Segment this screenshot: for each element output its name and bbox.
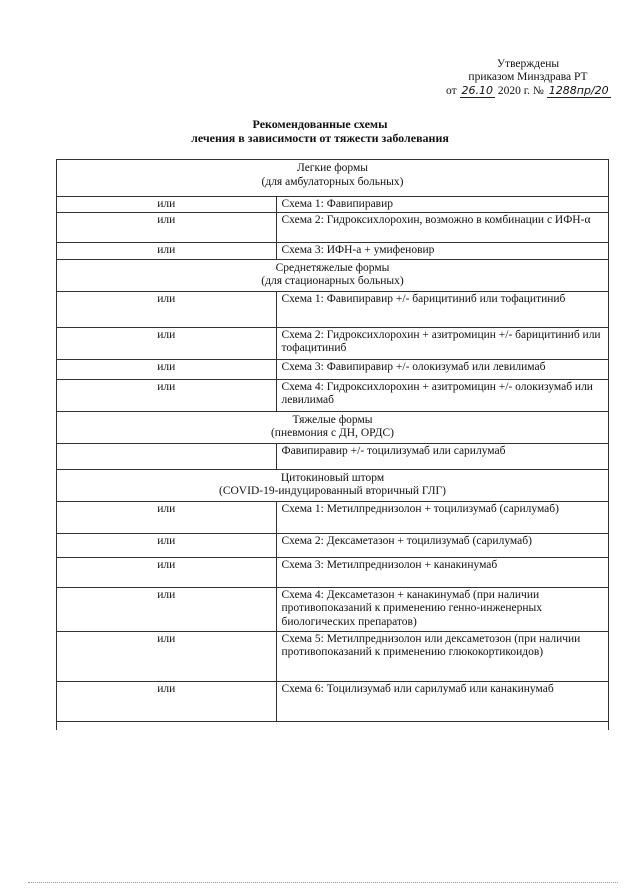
approval-prefix: от [446,85,457,97]
row-connector [57,443,276,469]
section-header [57,160,608,196]
row-scheme: Схема 2: Дексаметазон + тоцилизумаб (сарилумаб) [276,533,608,557]
table-row [57,533,608,557]
row-connector: или [57,291,276,327]
row-connector: или [57,681,276,721]
page-bottom-edge [28,882,618,883]
row-scheme: Схема 1: Фавипиравир [276,196,608,213]
table-row [57,631,608,681]
row-scheme: Схема 4: Дексаметазон + канакинумаб (при наличии противопоказаний к применению генно-инженерных биологических препаратов) [276,587,608,631]
row-connector: или [57,379,276,411]
section-title: Среднетяжелые формы [275,261,390,274]
row-connector: или [57,359,276,379]
table-row [57,291,608,327]
row-scheme: Схема 3: Метилпреднизолон + канакинумаб [276,557,608,587]
row-scheme: Фавипиравир +/- тоцилизумаб или сарилумаб [276,443,608,469]
section-header [57,469,608,501]
row-scheme: Схема 2: Гидроксихлорохин, возможно в комбинации с ИФН-α [276,213,608,243]
section-title: Тяжелые формы [292,413,373,426]
approval-year: 2020 г. № [497,85,544,97]
section-header [57,259,608,291]
section-title: Легкие формы [296,162,369,174]
row-scheme: Схема 6: Тоцилизумаб или сарилумаб или канакинумаб [276,681,608,721]
row-scheme: Схема 3: ИФН-а + умифеновир [276,243,608,260]
section-title: Цитокиновый шторм [280,471,385,484]
table-row [57,196,608,213]
table-row [57,327,608,359]
table-row [57,587,608,631]
document-title [0,117,640,145]
row-connector: или [57,501,276,533]
schemes-table-frame [56,159,609,730]
section-subtitle: (пневмония с ДН, ОРДС) [270,427,395,439]
section-subtitle: (COVID-19-индуцированный вторичный ГЛГ) [219,485,446,497]
table-row [57,379,608,411]
table-row [57,681,608,721]
row-connector: или [57,533,276,557]
approval-block [448,58,608,98]
table-row [57,443,608,469]
approval-number: 1288пр/20 [548,84,609,97]
row-connector: или [57,631,276,681]
table-row [57,557,608,587]
section-subtitle: (для амбулаторных больных) [261,175,404,188]
row-scheme: Схема 2: Гидроксихлорохин + азитромицин +/- барицитиниб или тофацитиниб [276,327,608,359]
schemes-table [57,160,608,722]
row-connector: или [57,196,276,213]
approval-line2: приказом Минздрава РТ [468,71,588,83]
table-row [57,501,608,533]
row-connector: или [57,557,276,587]
row-connector: или [57,587,276,631]
row-connector: или [57,327,276,359]
row-scheme: Схема 4: Гидроксихлорохин + азитромицин +/- олокизумаб или левилимаб [276,379,608,411]
section-header [57,411,608,443]
section-subtitle: (для стационарных больных) [261,275,404,287]
table-row [57,213,608,243]
row-connector: или [57,213,276,243]
table-row [57,359,608,379]
approval-line1: Утверждены [496,58,560,70]
row-scheme: Схема 1: Метилпреднизолон + тоцилизумаб (сарилумаб) [276,501,608,533]
row-connector: или [57,243,276,260]
title-line1: Рекомендованные схемы [252,117,388,131]
approval-line3 [446,84,608,98]
approval-date: 26.10 [461,84,493,97]
table-row [57,243,608,260]
row-scheme: Схема 3: Фавипиравир +/- олокизумаб или левилимаб [276,359,608,379]
row-scheme: Схема 5: Метилпреднизолон или дексаметозон (при наличии противопоказаний к применению глюкокортикоидов) [276,631,608,681]
row-scheme: Схема 1: Фавипиравир +/- барицитиниб или тофацитиниб [276,291,608,327]
title-line2: лечения в зависимости от тяжести заболевания [191,131,449,145]
